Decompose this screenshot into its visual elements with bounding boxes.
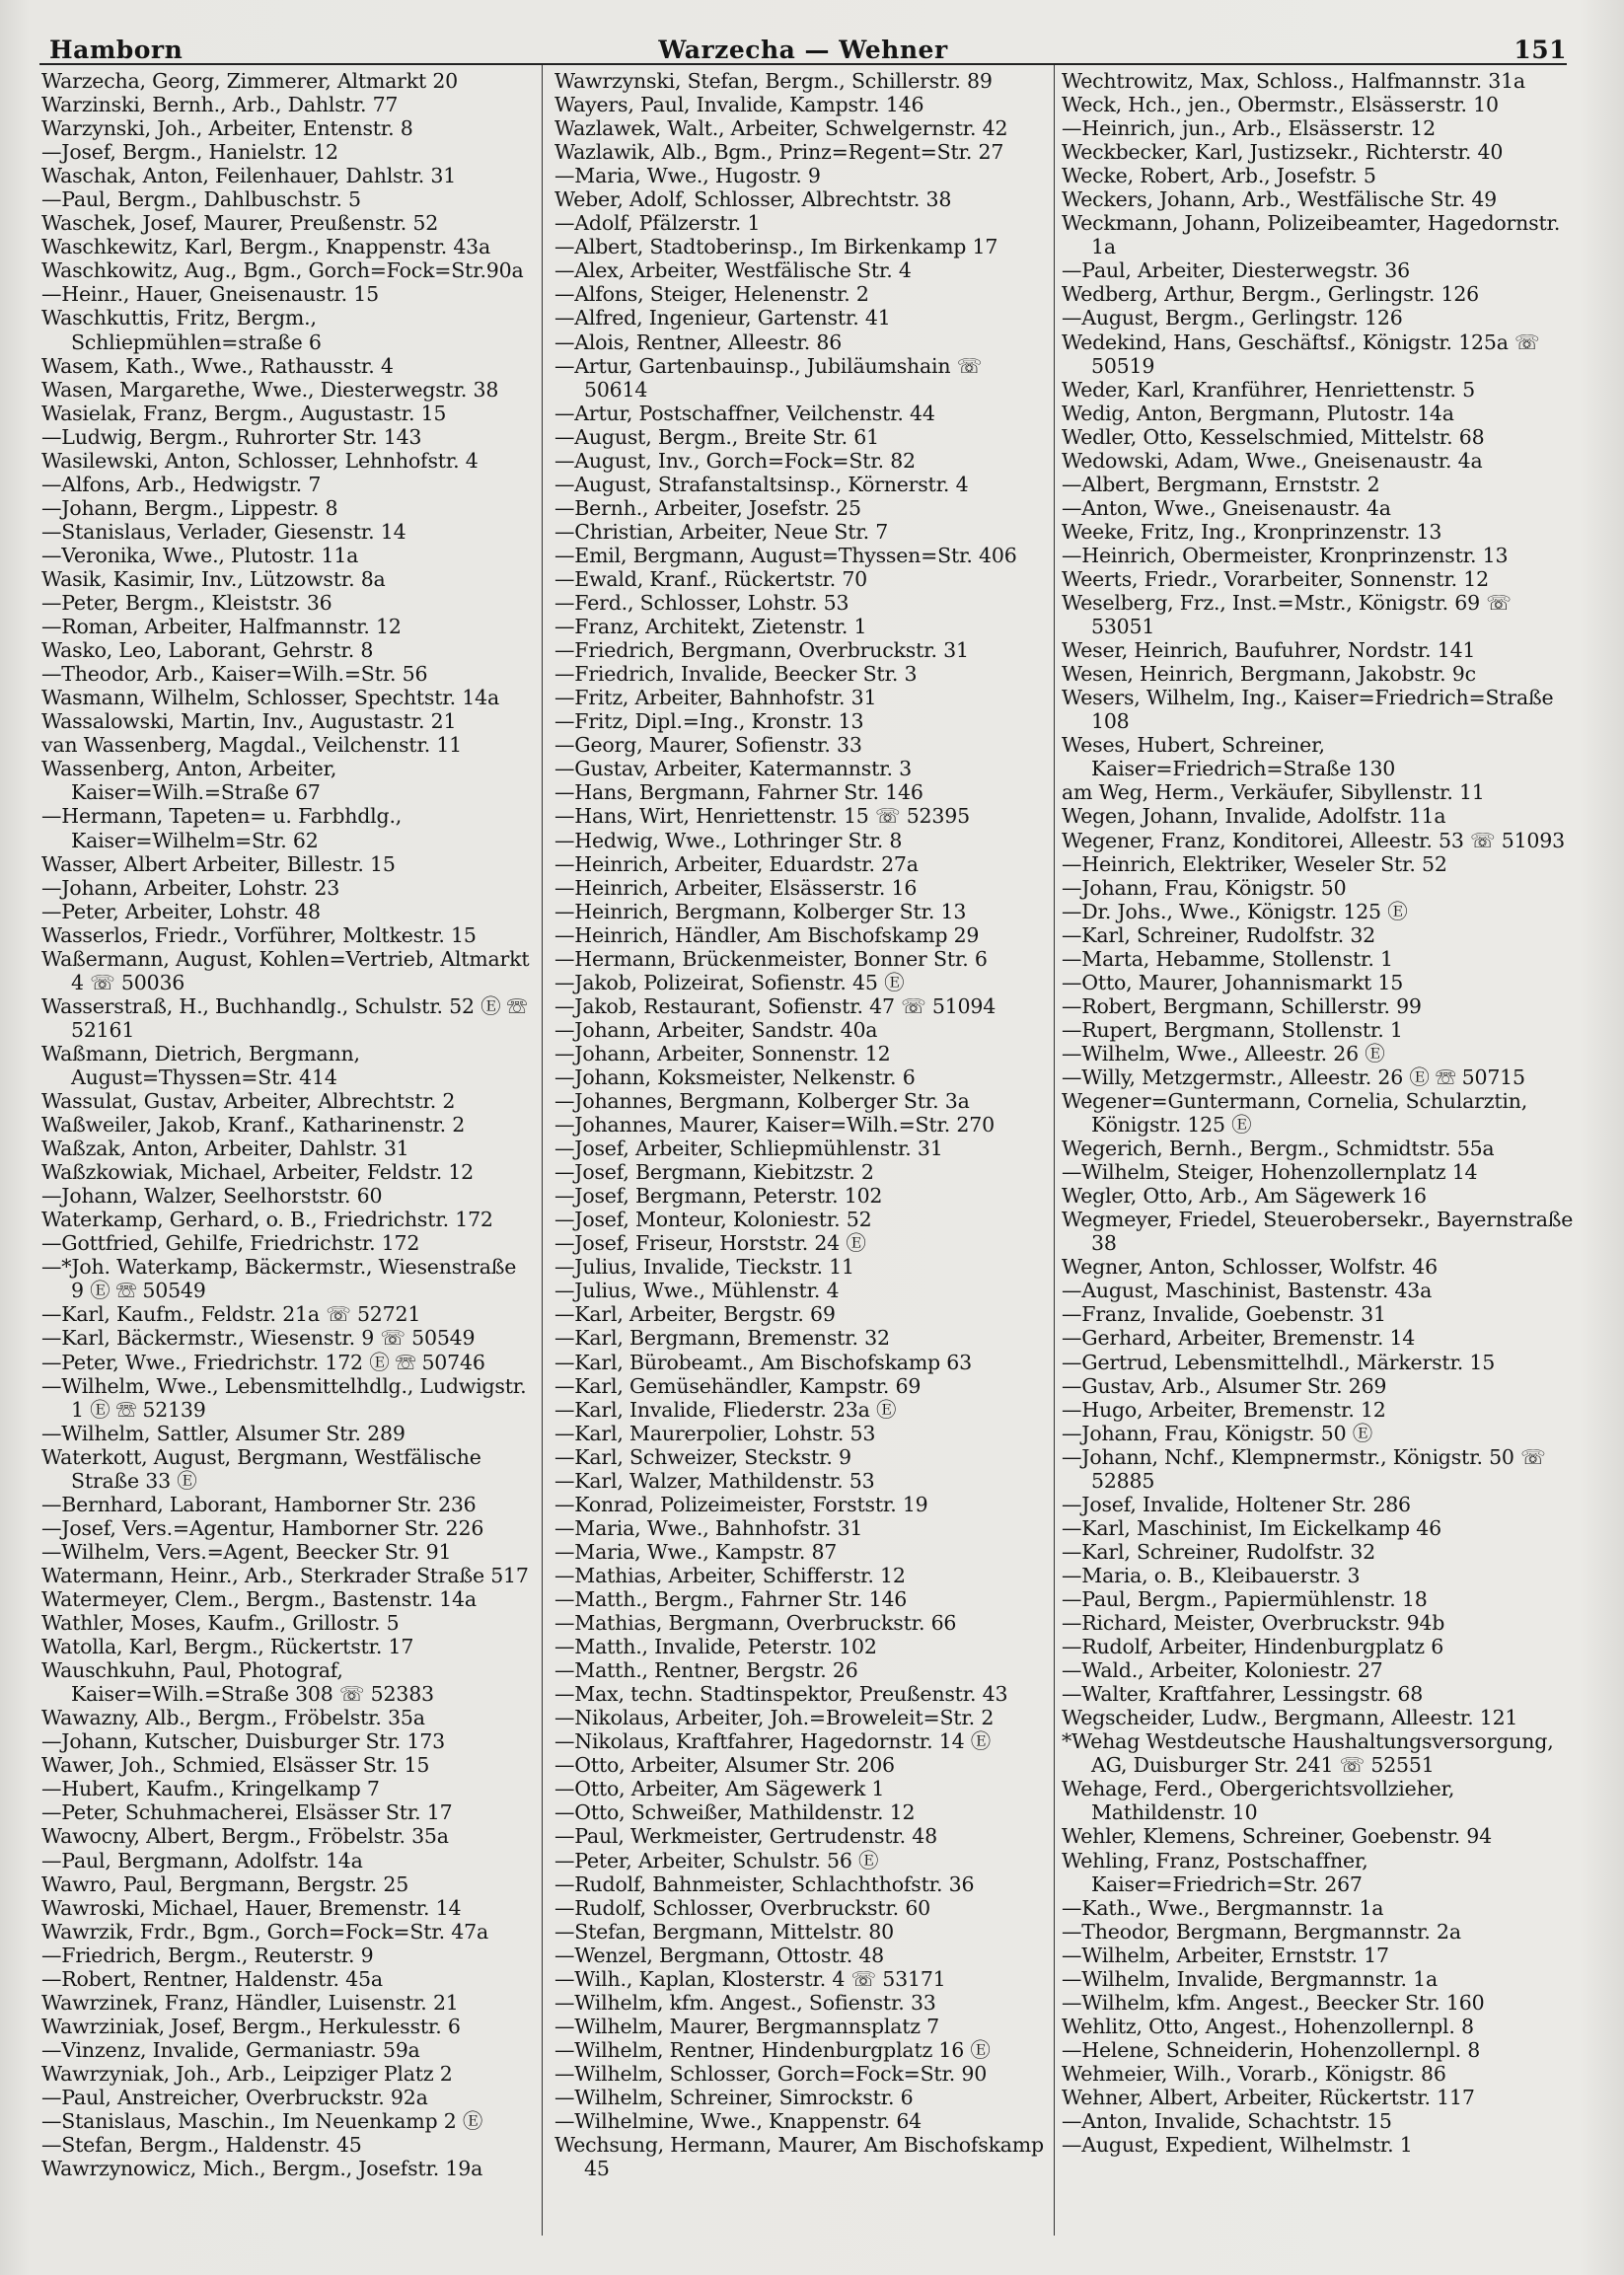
directory-entry: —Otto, Maurer, Johannismarkt 15 (1062, 970, 1404, 994)
directory-entry: Wasmann, Wilhelm, Schlosser, Spechtstr. 14a (41, 686, 499, 710)
directory-entry: —Wilhelm, Sattler, Alsumer Str. 289 (41, 1421, 406, 1445)
city-name: Hamborn (49, 36, 184, 64)
directory-entry: —Paul, Bergm., Papiermühlenstr. 18 (1062, 1587, 1428, 1611)
directory-entry: Weckers, Johann, Arb., Westfälische Str. 49 (1062, 187, 1498, 212)
directory-entry: Weckbecker, Karl, Justizsekr., Richterstr. 40 (1062, 140, 1504, 165)
directory-entry: —Josef, Vers.=Agentur, Hamborner Str. 226 (41, 1515, 484, 1540)
directory-entry: Wehler, Klemens, Schreiner, Goebenstr. 94 (1062, 1824, 1492, 1849)
directory-entry: —Wilhelm, Schlosser, Gorch=Fock=Str. 90 (554, 2061, 988, 2086)
directory-entry: Weses, Hubert, Schreiner, Kaiser=Friedrich=Straße 130 (1062, 733, 1396, 781)
directory-entry: —Karl, Maurerpolier, Lohstr. 53 (554, 1421, 876, 1445)
directory-entry: —Rudolf, Arbeiter, Hindenburgplatz 6 (1062, 1635, 1444, 1659)
directory-entry: —Heinrich, Elektriker, Weseler Str. 52 (1062, 851, 1447, 876)
directory-entry: Wedig, Anton, Bergmann, Plutostr. 14a (1062, 401, 1454, 425)
directory-entry: Wasielak, Franz, Bergm., Augustastr. 15 (41, 401, 447, 425)
directory-entry: —Bernh., Arbeiter, Josefstr. 25 (554, 495, 861, 520)
directory-entry: —*Joh. Waterkamp, Bäckermstr., Wiesenstraße 9 Ⓔ ☏ 50549 (41, 1255, 517, 1303)
directory-entry: Wegner, Anton, Schlosser, Wolfstr. 46 (1062, 1255, 1438, 1280)
directory-entry: —Mathias, Bergmann, Overbruckstr. 66 (554, 1611, 957, 1636)
directory-entry: —Heinrich, Arbeiter, Elsässerstr. 16 (554, 875, 918, 900)
directory-entry: Wayers, Paul, Invalide, Kampstr. 146 (554, 93, 924, 117)
directory-entry: Wesen, Heinrich, Bergmann, Jakobstr. 9c (1062, 662, 1476, 687)
directory-entry: —Wilhelm, Arbeiter, Ernststr. 17 (1062, 1943, 1389, 1967)
directory-entry: —Albert, Stadtoberinsp., Im Birkenkamp 17 (554, 235, 998, 259)
directory-entry: —Artur, Gartenbauinsp., Jubiläumshain ☏ 50614 (554, 353, 983, 402)
directory-entry: Waschak, Anton, Feilenhauer, Dahlstr. 31 (41, 164, 457, 188)
directory-entry: —Josef, Bergm., Hanielstr. 12 (41, 140, 338, 165)
directory-entry: Wasko, Leo, Laborant, Gehrstr. 8 (41, 638, 374, 663)
directory-entry: —Artur, Postschaffner, Veilchenstr. 44 (554, 401, 935, 425)
directory-entry: —Wilhelmine, Wwe., Knappenstr. 64 (554, 2109, 923, 2134)
directory-entry: —Karl, Bürobeamt., Am Bischofskamp 63 (554, 1350, 972, 1374)
directory-entry: Wasser, Albert Arbeiter, Billestr. 15 (41, 851, 396, 876)
directory-entry: —Wilhelm, Vers.=Agent, Beecker Str. 91 (41, 1539, 452, 1564)
directory-entry: —Gerhard, Arbeiter, Bremenstr. 14 (1062, 1326, 1416, 1351)
directory-entry: —Robert, Rentner, Haldenstr. 45a (41, 1966, 383, 1991)
directory-entry: —Hedwig, Wwe., Lothringer Str. 8 (554, 828, 903, 852)
directory-entry: Wehner, Albert, Arbeiter, Rückertstr. 117 (1062, 2085, 1475, 2109)
directory-entry: Waßzkowiak, Michael, Arbeiter, Feldstr. 12 (41, 1160, 475, 1185)
directory-entry: Wasik, Kasimir, Inv., Lützowstr. 8a (41, 566, 386, 591)
directory-entry: —Mathias, Arbeiter, Schifferstr. 12 (554, 1563, 906, 1587)
directory-entry: —Karl, Bergmann, Bremenstr. 32 (554, 1326, 890, 1351)
directory-entry: Waschkuttis, Fritz, Bergm., Schliepmühlen=straße 6 (41, 306, 322, 354)
directory-entry: —Maria, Wwe., Kampstr. 87 (554, 1539, 838, 1564)
directory-entry: —Johann, Arbeiter, Lohstr. 23 (41, 875, 340, 900)
column-2 (554, 69, 1050, 2254)
directory-entry: —Wilhelm, kfm. Angest., Sofienstr. 33 (554, 1990, 936, 2015)
directory-entry: —Fritz, Arbeiter, Bahnhofstr. 31 (554, 686, 877, 710)
directory-entry: Wedowski, Adam, Wwe., Gneisenaustr. 4a (1062, 448, 1483, 473)
directory-entry: Warzinski, Bernh., Arb., Dahlstr. 77 (41, 93, 399, 117)
directory-entry: —Johann, Walzer, Seelhorststr. 60 (41, 1184, 383, 1209)
column-divider (1054, 65, 1055, 2236)
directory-entry: —Hans, Bergmann, Fahrner Str. 146 (554, 780, 923, 805)
directory-entry: Wegscheider, Ludw., Bergmann, Alleestr. 121 (1062, 1706, 1518, 1730)
directory-entry: —Dr. Johs., Wwe., Königstr. 125 Ⓔ (1062, 899, 1408, 923)
directory-entry: —Maria, Wwe., Hugostr. 9 (554, 164, 821, 188)
directory-entry: —Veronika, Wwe., Plutostr. 11a (41, 543, 359, 567)
directory-entry: Wawrzynowicz, Mich., Bergm., Josefstr. 19a (41, 2157, 483, 2181)
directory-entry: —Anton, Invalide, Schachtstr. 15 (1062, 2109, 1392, 2134)
directory-entry: —Hubert, Kaufm., Kringelkamp 7 (41, 1777, 380, 1801)
column-divider (542, 65, 543, 2236)
directory-entry: Wechsung, Hermann, Maurer, Am Bischofskamp 45 (554, 2133, 1044, 2181)
directory-entry: —Fritz, Dipl.=Ing., Kronstr. 13 (554, 709, 864, 734)
directory-entry: —Peter, Wwe., Friedrichstr. 172 Ⓔ ☏ 50746 (41, 1350, 485, 1374)
name-range: Warzecha — Wehner (658, 36, 948, 64)
directory-entry: —Stanislaus, Maschin., Im Neuenkamp 2 Ⓔ (41, 2109, 483, 2134)
column-3 (1062, 69, 1575, 2254)
directory-entry: —Peter, Arbeiter, Schulstr. 56 Ⓔ (554, 1848, 879, 1872)
directory-entry: Watermann, Heinr., Arb., Sterkrader Straße 517 (41, 1563, 529, 1587)
directory-entry: Wegmeyer, Friedel, Steuerobersekr., Bayernstraße 38 (1062, 1208, 1574, 1256)
directory-entry: —Johann, Arbeiter, Sandstr. 40a (554, 1017, 878, 1042)
directory-entry: —Wenzel, Bergmann, Ottostr. 48 (554, 1943, 885, 1967)
directory-entry: —Josef, Bergmann, Peterstr. 102 (554, 1184, 883, 1209)
directory-entry: —Wald., Arbeiter, Koloniestr. 27 (1062, 1658, 1383, 1683)
directory-entry: —August, Bergm., Gerlingstr. 126 (1062, 306, 1403, 330)
directory-entry: —Rudolf, Schlosser, Overbruckstr. 60 (554, 1895, 930, 1920)
directory-entry: Wegener, Franz, Konditorei, Alleestr. 53 ☏ 51093 (1062, 828, 1565, 852)
directory-entry: —Johannes, Maurer, Kaiser=Wilh.=Str. 270 (554, 1113, 995, 1138)
directory-entry: —Stanislaus, Verlader, Giesenstr. 14 (41, 519, 406, 544)
directory-entry: Wasilewski, Anton, Schlosser, Lehnhofstr. 4 (41, 448, 479, 473)
directory-entry: Wathler, Moses, Kaufm., Grillostr. 5 (41, 1611, 400, 1636)
directory-entry: —Jakob, Restaurant, Sofienstr. 47 ☏ 51094 (554, 993, 997, 1018)
directory-entry: —Peter, Schuhmacherei, Elsässer Str. 17 (41, 1800, 453, 1825)
directory-entry: —August, Bergm., Breite Str. 61 (554, 424, 879, 449)
directory-entry: —Albert, Bergmann, Ernststr. 2 (1062, 472, 1380, 496)
directory-entry: —Bernhard, Laborant, Hamborner Str. 236 (41, 1492, 477, 1516)
directory-entry: —Otto, Arbeiter, Alsumer Str. 206 (554, 1753, 895, 1778)
directory-entry: —Gustav, Arbeiter, Katermannstr. 3 (554, 757, 912, 781)
directory-entry: —Karl, Maschinist, Im Eickelkamp 46 (1062, 1515, 1441, 1540)
directory-entry: —Franz, Architekt, Zietenstr. 1 (554, 615, 867, 639)
directory-entry: —Peter, Bergm., Kleiststr. 36 (41, 591, 332, 616)
directory-entry: *Wehag Westdeutsche Haushaltungsversorgung, AG, Duisburger Str. 241 ☏ 52551 (1062, 1729, 1554, 1778)
directory-entry: Warzynski, Joh., Arbeiter, Entenstr. 8 (41, 116, 413, 141)
directory-entry: —Willy, Metzgermstr., Alleestr. 26 Ⓔ ☏ 50715 (1062, 1064, 1525, 1089)
page-header (39, 32, 1567, 65)
directory-entry: —Wilhelm, Wwe., Alleestr. 26 Ⓔ (1062, 1041, 1385, 1065)
directory-entry: —Heinr., Hauer, Gneisenaustr. 15 (41, 282, 379, 307)
header-rule (39, 63, 1567, 65)
directory-entry: Wawazny, Alb., Bergm., Fröbelstr. 35a (41, 1706, 425, 1730)
directory-entry: Wawer, Joh., Schmied, Elsässer Str. 15 (41, 1753, 430, 1778)
directory-entry: Wauschkuhn, Paul, Photograf, Kaiser=Wilh.=Straße 308 ☏ 52383 (41, 1658, 434, 1707)
directory-entry: —Matth., Invalide, Peterstr. 102 (554, 1635, 877, 1659)
directory-entry: Wecke, Robert, Arb., Josefstr. 5 (1062, 164, 1376, 188)
directory-entry: Wehmeier, Wilh., Vorarb., Königstr. 86 (1062, 2061, 1446, 2086)
directory-entry: Wasen, Margarethe, Wwe., Diesterwegstr. 38 (41, 377, 499, 402)
directory-entry: —Otto, Schweißer, Mathildenstr. 12 (554, 1800, 916, 1825)
directory-entry: —Hermann, Tapeten= u. Farbhdlg., Kaiser=Wilhelm=Str. 62 (41, 804, 403, 852)
directory-entry: —Alfons, Steiger, Helenenstr. 2 (554, 282, 869, 307)
directory-entry: Wawrzinek, Franz, Händler, Luisenstr. 21 (41, 1990, 459, 2015)
directory-entry: —Wilhelm, Steiger, Hohenzollernplatz 14 (1062, 1160, 1478, 1185)
directory-entry: —Helene, Schneiderin, Hohenzollernpl. 8 (1062, 2037, 1481, 2062)
directory-entry: —Friedrich, Bergmann, Overbruckstr. 31 (554, 638, 969, 663)
directory-entry: —Karl, Walzer, Mathildenstr. 53 (554, 1468, 875, 1493)
column-1 (41, 69, 535, 2254)
directory-entry: —Max, techn. Stadtinspektor, Preußenstr. 43 (554, 1682, 1008, 1707)
directory-entry: —Gottfried, Gehilfe, Friedrichstr. 172 (41, 1231, 420, 1256)
directory-entry: —Karl, Bäckermstr., Wiesenstr. 9 ☏ 50549 (41, 1326, 476, 1351)
directory-entry: —Heinrich, Bergmann, Kolberger Str. 13 (554, 899, 967, 923)
directory-entry: Wawrzyniak, Joh., Arb., Leipziger Platz 2 (41, 2061, 453, 2086)
directory-entry: Wegen, Johann, Invalide, Adolfstr. 11a (1062, 804, 1446, 829)
directory-entry: Weerts, Friedr., Vorarbeiter, Sonnenstr. 12 (1062, 566, 1489, 591)
directory-entry: —Anton, Wwe., Gneisenaustr. 4a (1062, 495, 1391, 520)
directory-entry: —Paul, Bergm., Dahlbuschstr. 5 (41, 187, 361, 212)
directory-entry: Weselberg, Frz., Inst.=Mstr., Königstr. 69 ☏ 53051 (1062, 591, 1512, 639)
directory-entry: —Stefan, Bergm., Haldenstr. 45 (41, 2133, 362, 2158)
directory-entry: Waßzak, Anton, Arbeiter, Dahlstr. 31 (41, 1137, 409, 1161)
directory-entry: —Franz, Invalide, Goebenstr. 31 (1062, 1302, 1386, 1327)
directory-entry: —Johann, Koksmeister, Nelkenstr. 6 (554, 1064, 916, 1089)
directory-entry: Wehage, Ferd., Obergerichtsvollzieher, Mathildenstr. 10 (1062, 1777, 1455, 1825)
directory-entry: Weder, Karl, Kranführer, Henriettenstr. 5 (1062, 377, 1476, 402)
directory-entry: —Johannes, Bergmann, Kolberger Str. 3a (554, 1089, 970, 1114)
directory-entry: —Christian, Arbeiter, Neue Str. 7 (554, 519, 889, 544)
directory-entry: —Ewald, Kranf., Rückertstr. 70 (554, 566, 868, 591)
directory-entry: —Heinrich, Obermeister, Kronprinzenstr. 13 (1062, 543, 1509, 567)
directory-entry: —Roman, Arbeiter, Halfmannstr. 12 (41, 615, 402, 639)
directory-entry: —Marta, Hebamme, Stollenstr. 1 (1062, 946, 1393, 971)
directory-entry: —Theodor, Arb., Kaiser=Wilh.=Str. 56 (41, 662, 428, 687)
directory-entry: —August, Maschinist, Bastenstr. 43a (1062, 1279, 1433, 1303)
directory-entry: —Emil, Bergmann, August=Thyssen=Str. 406 (554, 543, 1017, 567)
directory-entry: —Johann, Nchf., Klempnermstr., Königstr. 50 ☏ 52885 (1062, 1444, 1546, 1493)
directory-entry: Wehlitz, Otto, Angest., Hohenzollernpl. 8 (1062, 2014, 1474, 2038)
directory-entry: Wassalowski, Martin, Inv., Augustastr. 21 (41, 709, 457, 734)
directory-entry: —Paul, Werkmeister, Gertrudenstr. 48 (554, 1824, 937, 1849)
directory-entry: —Wilhelm, Rentner, Hindenburgplatz 16 Ⓔ (554, 2037, 991, 2062)
directory-entry: —Friedrich, Bergm., Reuterstr. 9 (41, 1943, 374, 1967)
directory-entry: Watermeyer, Clem., Bergm., Bastenstr. 14a (41, 1587, 477, 1611)
directory-entry: Wawrziniak, Josef, Bergm., Herkulesstr. 6 (41, 2014, 461, 2038)
directory-entry: —Hans, Wirt, Henriettenstr. 15 ☏ 52395 (554, 804, 970, 829)
directory-entry: Wasem, Kath., Wwe., Rathausstr. 4 (41, 353, 394, 378)
directory-entry: Wassenberg, Anton, Arbeiter, Kaiser=Wilh.=Straße 67 (41, 757, 337, 805)
directory-entry: Waschek, Josef, Maurer, Preußenstr. 52 (41, 211, 439, 236)
directory-entry: —August, Expedient, Wilhelmstr. 1 (1062, 2133, 1413, 2158)
directory-entry: Waterkamp, Gerhard, o. B., Friedrichstr. 172 (41, 1208, 493, 1232)
directory-entry: —Karl, Gemüsehändler, Kampstr. 69 (554, 1373, 922, 1398)
directory-entry: Wegler, Otto, Arb., Am Sägewerk 16 (1062, 1184, 1427, 1209)
directory-entry: —Rupert, Bergmann, Stollenstr. 1 (1062, 1017, 1403, 1042)
page-number: 151 (1513, 36, 1567, 64)
directory-entry: —Karl, Schreiner, Rudolfstr. 32 (1062, 922, 1376, 947)
directory-entry: —Paul, Arbeiter, Diesterwegstr. 36 (1062, 258, 1410, 283)
directory-entry: Waschkewitz, Karl, Bergm., Knappenstr. 43a (41, 235, 491, 259)
directory-entry: —Johann, Frau, Königstr. 50 (1062, 875, 1347, 900)
directory-entry: —Maria, o. B., Kleibauerstr. 3 (1062, 1563, 1361, 1587)
directory-entry: Weser, Heinrich, Baufuhrer, Nordstr. 141 (1062, 638, 1476, 663)
directory-entry: —Rudolf, Bahnmeister, Schlachthofstr. 36 (554, 1871, 975, 1896)
directory-entry: am Weg, Herm., Verkäufer, Sibyllenstr. 11 (1062, 780, 1485, 805)
directory-entry: —Richard, Meister, Overbruckstr. 94b (1062, 1611, 1445, 1636)
directory-entry: —Karl, Schweizer, Steckstr. 9 (554, 1444, 851, 1469)
directory-entry: Wedberg, Arthur, Bergm., Gerlingstr. 126 (1062, 282, 1480, 307)
directory-entry: —Johann, Kutscher, Duisburger Str. 173 (41, 1729, 445, 1754)
directory-entry: —Adolf, Pfälzerstr. 1 (554, 211, 761, 236)
directory-entry: —Paul, Anstreicher, Overbruckstr. 92a (41, 2085, 428, 2109)
directory-entry: —Konrad, Polizeimeister, Forststr. 19 (554, 1492, 928, 1516)
directory-entry: —Karl, Arbeiter, Bergstr. 69 (554, 1302, 836, 1327)
directory-entry: Wasserlos, Friedr., Vorführer, Moltkestr. 15 (41, 922, 477, 947)
directory-entry: —Hermann, Brückenmeister, Bonner Str. 6 (554, 946, 988, 971)
directory-entry: Waßermann, August, Kohlen=Vertrieb, Altmarkt 4 ☏ 50036 (41, 946, 530, 994)
directory-entry: —Heinrich, Arbeiter, Eduardstr. 27a (554, 851, 919, 876)
directory-entry: —Stefan, Bergmann, Mittelstr. 80 (554, 1919, 894, 1944)
directory-entry: Waschkowitz, Aug., Bgm., Gorch=Fock=Str.90a (41, 258, 524, 283)
directory-entry: Wawro, Paul, Bergmann, Bergstr. 25 (41, 1871, 409, 1896)
directory-entry: van Wassenberg, Magdal., Veilchenstr. 11 (41, 733, 463, 758)
directory-entry: —Maria, Wwe., Bahnhofstr. 31 (554, 1515, 863, 1540)
directory-entry: Wawocny, Albert, Bergm., Fröbelstr. 35a (41, 1824, 449, 1849)
directory-entry: —Hugo, Arbeiter, Bremenstr. 12 (1062, 1397, 1386, 1422)
directory-entry: —Josef, Arbeiter, Schliepmühlenstr. 31 (554, 1137, 943, 1161)
directory-entry: —Alex, Arbeiter, Westfälische Str. 4 (554, 258, 912, 283)
directory-entry: —Matth., Rentner, Bergstr. 26 (554, 1658, 858, 1683)
directory-entry: —Ferd., Schlosser, Lohstr. 53 (554, 591, 849, 616)
directory-entry: —Julius, Wwe., Mühlenstr. 4 (554, 1279, 840, 1303)
directory-entry: —Nikolaus, Kraftfahrer, Hagedornstr. 14 Ⓔ (554, 1729, 992, 1754)
directory-entry: —Wilhelm, Maurer, Bergmannsplatz 7 (554, 2014, 940, 2038)
directory-entry: —Johann, Bergm., Lippestr. 8 (41, 495, 338, 520)
directory-entry: —Wilhelm, kfm. Angest., Beecker Str. 160 (1062, 1990, 1485, 2015)
directory-entry: Weber, Adolf, Schlosser, Albrechtstr. 38 (554, 187, 952, 212)
directory-entry: Wegener=Guntermann, Cornelia, Schularztin, Königstr. 125 Ⓔ (1062, 1089, 1528, 1138)
directory-entry: —Georg, Maurer, Sofienstr. 33 (554, 733, 862, 758)
directory-entry: —Wilh., Kaplan, Klosterstr. 4 ☏ 53171 (554, 1966, 946, 1991)
directory-entry: Wazlawek, Walt., Arbeiter, Schwelgernstr. 42 (554, 116, 1008, 141)
directory-entry: —Friedrich, Invalide, Beecker Str. 3 (554, 662, 918, 687)
directory-entry: —Vinzenz, Invalide, Germaniastr. 59a (41, 2037, 420, 2062)
directory-entry: —Karl, Invalide, Fliederstr. 23a Ⓔ (554, 1397, 897, 1422)
directory-entry: —Robert, Bergmann, Schillerstr. 99 (1062, 993, 1422, 1018)
directory-entry: —Nikolaus, Arbeiter, Joh.=Broweleit=Str. 2 (554, 1706, 995, 1730)
directory-entry: —Wilhelm, Wwe., Lebensmittelhdlg., Ludwigstr. 1 Ⓔ ☏ 52139 (41, 1373, 527, 1422)
directory-entry: —Alfons, Arb., Hedwigstr. 7 (41, 472, 322, 496)
directory-entry: —August, Inv., Gorch=Fock=Str. 82 (554, 448, 916, 473)
directory-entry: —Walter, Kraftfahrer, Lessingstr. 68 (1062, 1682, 1424, 1707)
directory-entry: Wedler, Otto, Kesselschmied, Mittelstr. 68 (1062, 424, 1485, 449)
directory-entry: Wechtrowitz, Max, Schloss., Halfmannstr. 31a (1062, 69, 1525, 93)
directory-entry: —Julius, Invalide, Tieckstr. 11 (554, 1255, 854, 1280)
directory-entry: —Ludwig, Bergm., Ruhrorter Str. 143 (41, 424, 422, 449)
directory-entry: Wawroski, Michael, Hauer, Bremenstr. 14 (41, 1895, 462, 1920)
directory-entry: —Alois, Rentner, Alleestr. 86 (554, 330, 843, 354)
directory-entry: —Heinrich, jun., Arb., Elsässerstr. 12 (1062, 116, 1436, 141)
directory-entry: —Peter, Arbeiter, Lohstr. 48 (41, 899, 321, 923)
directory-entry: —Jakob, Polizeirat, Sofienstr. 45 Ⓔ (554, 970, 905, 994)
directory-entry: Waßweiler, Jakob, Kranf., Katharinenstr. 2 (41, 1113, 466, 1138)
directory-entry: —Wilhelm, Schreiner, Simrockstr. 6 (554, 2085, 914, 2109)
directory-entry: —Wilhelm, Invalide, Bergmannstr. 1a (1062, 1966, 1438, 1991)
directory-entry: Wawrzynski, Stefan, Bergm., Schillerstr. 89 (554, 69, 993, 93)
directory-entry: Wazlawik, Alb., Bgm., Prinz=Regent=Str. 27 (554, 140, 1004, 165)
directory-entry: Waßmann, Dietrich, Bergmann, August=Thyssen=Str. 414 (41, 1041, 360, 1089)
directory-entry: —Heinrich, Händler, Am Bischofskamp 29 (554, 922, 980, 947)
directory-entry: Wehling, Franz, Postschaffner, Kaiser=Friedrich=Str. 267 (1062, 1848, 1368, 1896)
directory-entry: —Alfred, Ingenieur, Gartenstr. 41 (554, 306, 891, 330)
directory-entry: —Johann, Frau, Königstr. 50 Ⓔ (1062, 1421, 1373, 1445)
directory-entry: —Matth., Bergm., Fahrner Str. 146 (554, 1587, 908, 1611)
directory-entry: Weeke, Fritz, Ing., Kronprinzenstr. 13 (1062, 519, 1442, 544)
directory-entry: Watolla, Karl, Bergm., Rückertstr. 17 (41, 1635, 414, 1659)
directory-entry: —Karl, Schreiner, Rudolfstr. 32 (1062, 1539, 1376, 1564)
directory-entry: Wegerich, Bernh., Bergm., Schmidtstr. 55a (1062, 1137, 1495, 1161)
directory-entry: —Karl, Kaufm., Feldstr. 21a ☏ 52721 (41, 1302, 421, 1327)
directory-entry: Wesers, Wilhelm, Ing., Kaiser=Friedrich=Straße 108 (1062, 686, 1554, 734)
directory-entry: —Theodor, Bergmann, Bergmannstr. 2a (1062, 1919, 1461, 1944)
directory-entry: Waterkott, August, Bergmann, Westfälische Straße 33 Ⓔ (41, 1444, 481, 1493)
directory-entry: —Johann, Arbeiter, Sonnenstr. 12 (554, 1041, 891, 1065)
directory-entry: —Gertrud, Lebensmittelhdl., Märkerstr. 15 (1062, 1350, 1496, 1374)
directory-entry: Wassulat, Gustav, Arbeiter, Albrechtstr. 2 (41, 1089, 456, 1114)
directory-entry: —Josef, Monteur, Koloniestr. 52 (554, 1208, 872, 1232)
directory-entry: —August, Strafanstaltsinsp., Körnerstr. 4 (554, 472, 969, 496)
directory-entry: Wasserstraß, H., Buchhandlg., Schulstr. 52 Ⓔ ☏ 52161 (41, 993, 528, 1042)
directory-entry: —Josef, Friseur, Horststr. 24 Ⓔ (554, 1231, 866, 1256)
directory-entry: Warzecha, Georg, Zimmerer, Altmarkt 20 (41, 69, 459, 93)
directory-entry: —Paul, Bergmann, Adolfstr. 14a (41, 1848, 363, 1872)
directory-entry: —Josef, Bergmann, Kiebitzstr. 2 (554, 1160, 874, 1185)
directory-entry: Wawrzik, Frdr., Bgm., Gorch=Fock=Str. 47a (41, 1919, 488, 1944)
directory-entry: —Gustav, Arb., Alsumer Str. 269 (1062, 1373, 1387, 1398)
directory-entry: —Otto, Arbeiter, Am Sägewerk 1 (554, 1777, 885, 1801)
directory-entry: —Kath., Wwe., Bergmannstr. 1a (1062, 1895, 1384, 1920)
directory-entry: Weckmann, Johann, Polizeibeamter, Hagedornstr. 1a (1062, 211, 1561, 259)
directory-entry: Weck, Hch., jen., Obermstr., Elsässerstr. 10 (1062, 93, 1499, 117)
directory-entry: Wedekind, Hans, Geschäftsf., Königstr. 125a ☏ 50519 (1062, 330, 1540, 378)
directory-entry: —Josef, Invalide, Holtener Str. 286 (1062, 1492, 1411, 1516)
